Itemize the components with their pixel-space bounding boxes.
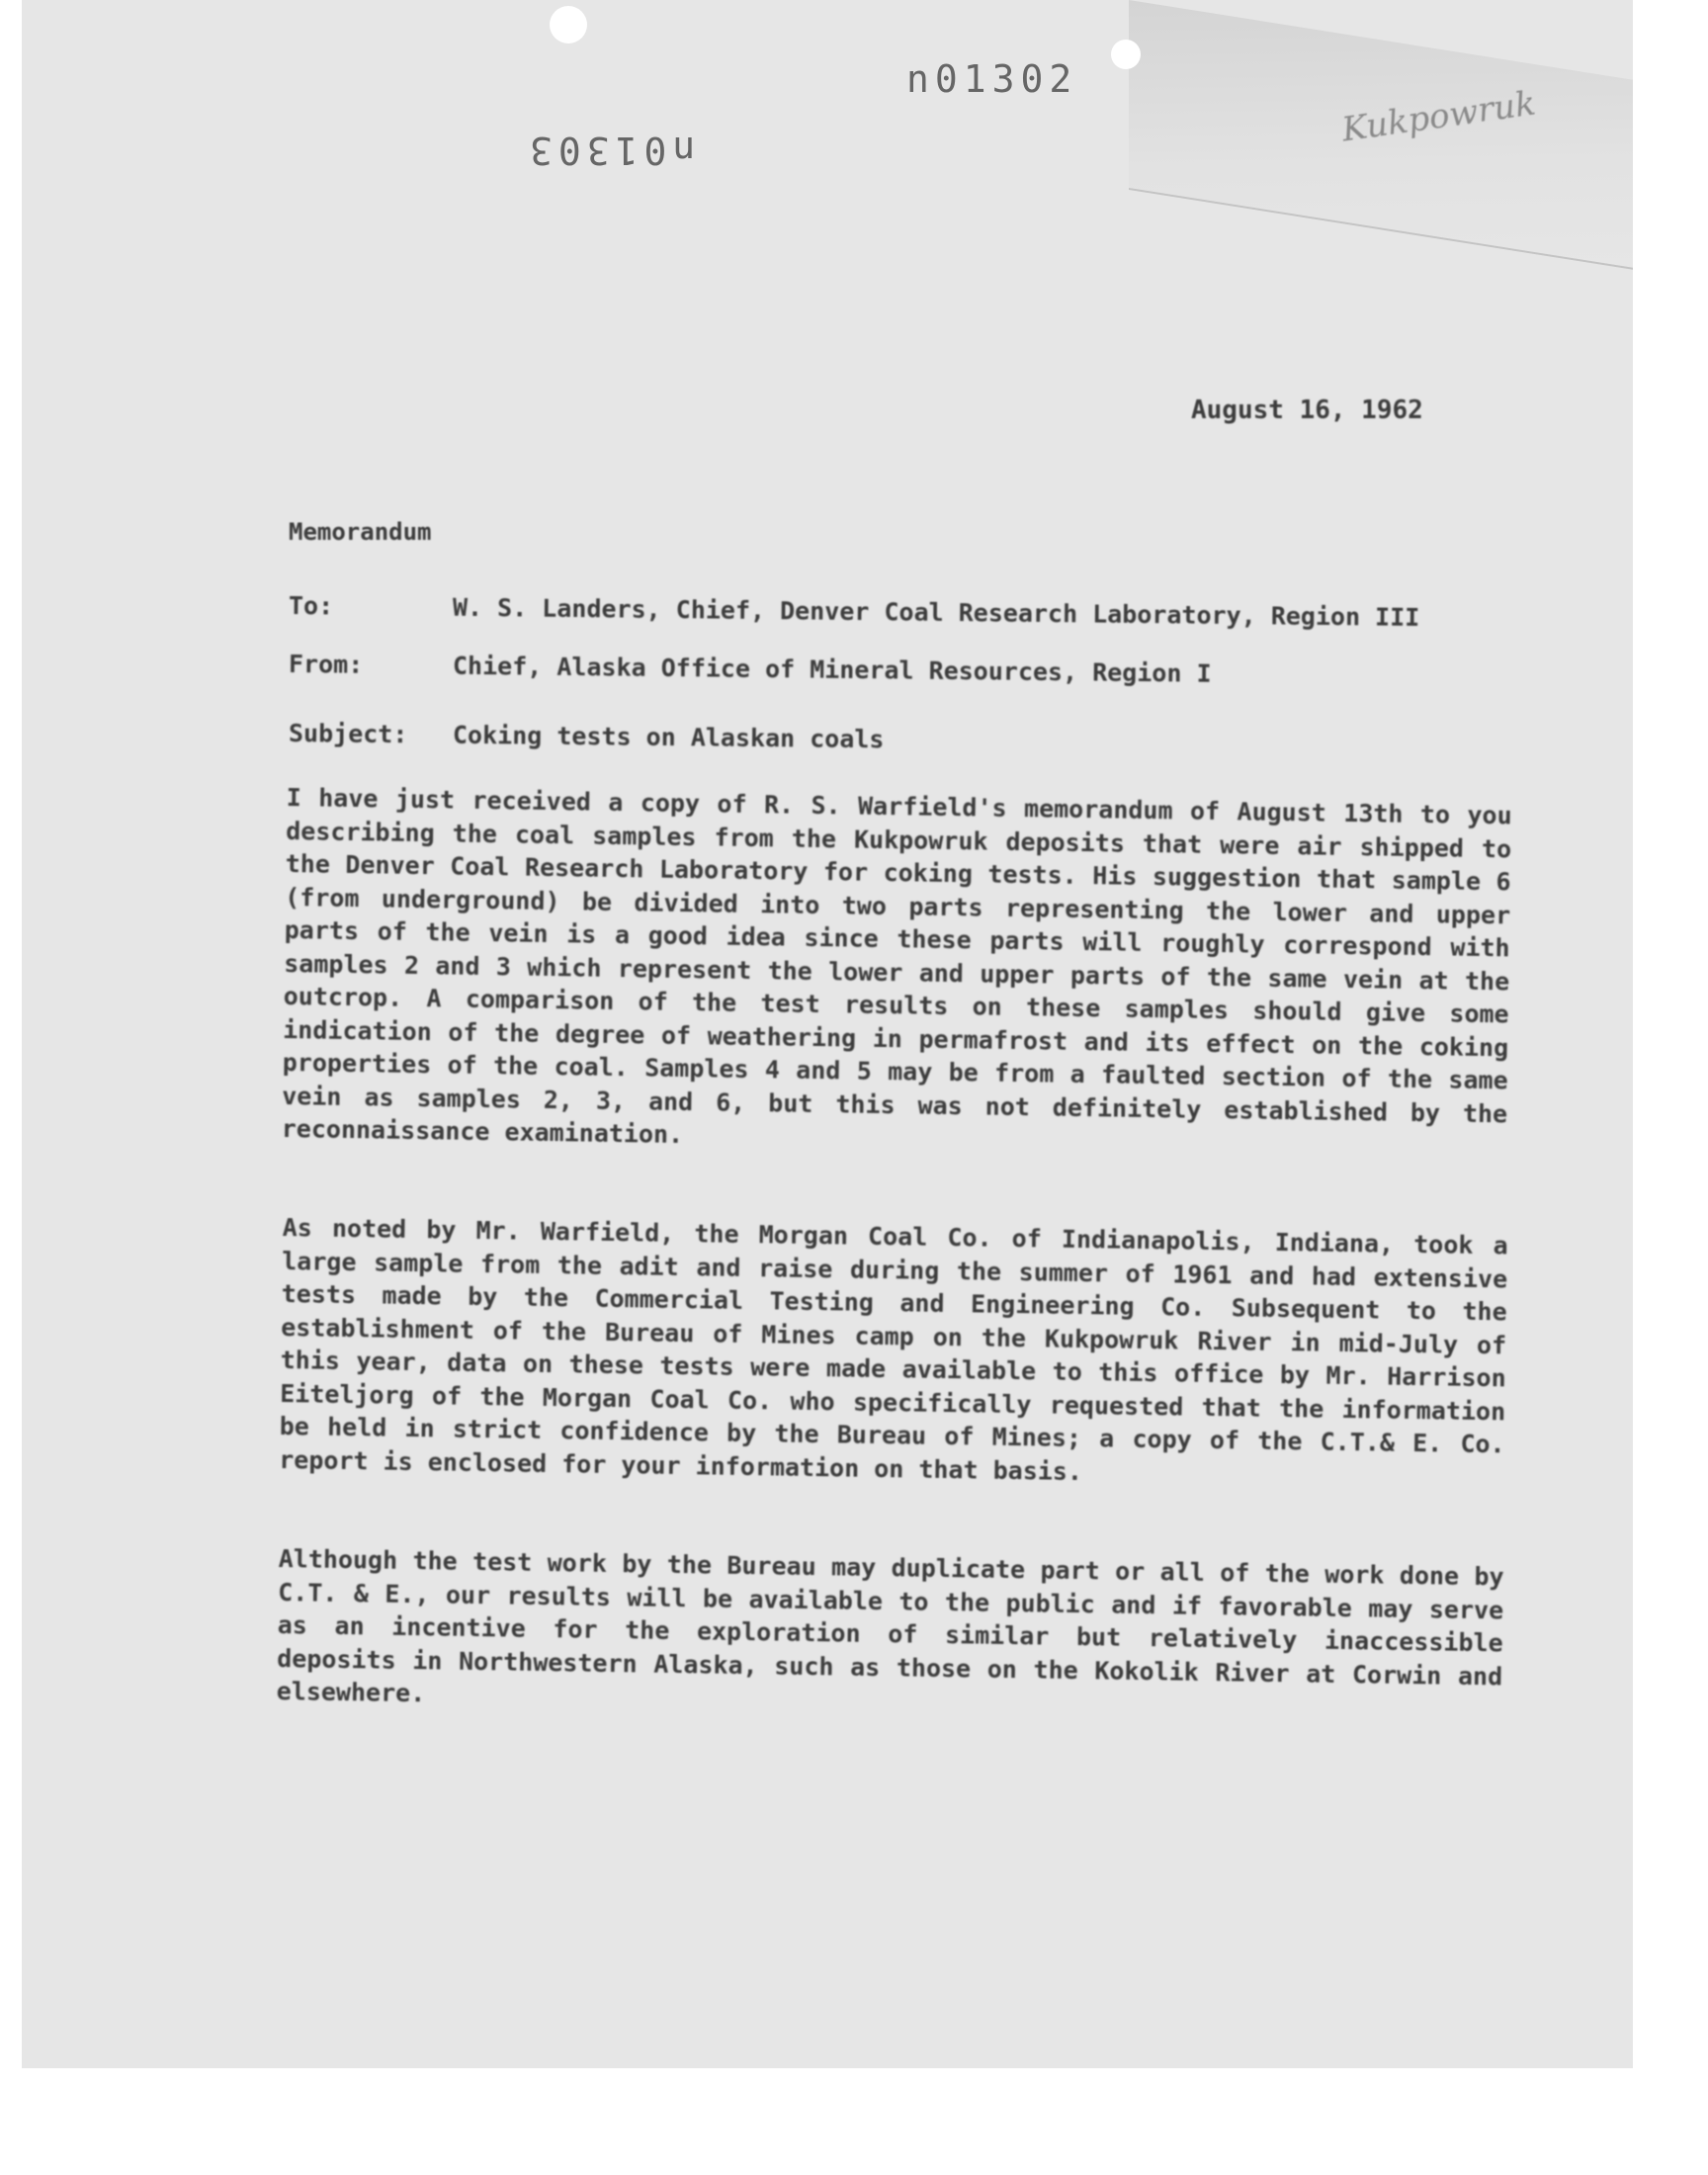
from-label: From: bbox=[288, 650, 364, 679]
to-line bbox=[289, 591, 1420, 632]
memo-date: August 16, 1962 bbox=[1191, 395, 1423, 425]
from-value: Chief, Alaska Office of Mineral Resources, Region I bbox=[452, 651, 1212, 688]
body-paragraph-2: As noted by Mr. Warfield, the Morgan Coal Co. of Indianapolis, Indiana, took a large sample from the adit and raise during the summer of 1961 and had extensive tests made by the Commercial Testing and Engineering Co. Subsequent to the establishment of the Bureau of Mines camp on the Kukpowruk River in mid-July of this year, data on these tests were made available to this office by Mr. Harrison Eiteljorg of the Morgan Coal Co. who specifically requested that the information be held in strict confidence by the Bureau of Mines; a copy of the C.T.& E. Co. report is enclosed for your information on that basis. bbox=[279, 1212, 1508, 1486]
subject-value: Coking tests on Alaskan coals bbox=[452, 720, 885, 754]
handwritten-note: Kukpowruk bbox=[1339, 83, 1539, 150]
body-paragraph-3: Although the test work by the Bureau may duplicate part or all of the work done by C.T. & E., our results will be available to the public and if favorable may serve as an incentive for the exploration of similar but relatively inaccessible deposits in Northwestern Alaska, such as those on the Kokolik River at Corwin and elsewhere. bbox=[276, 1543, 1504, 1708]
to-value: W. S. Landers, Chief, Denver Coal Research Laboratory, Region III bbox=[452, 592, 1420, 632]
punch-hole-right bbox=[1111, 40, 1141, 69]
document-number-stamp: n01302 bbox=[906, 57, 1078, 101]
memo-heading: Memorandum bbox=[289, 518, 432, 546]
body-paragraph-1: I have just received a copy of R. S. Warfield's memorandum of August 13th to you describing the coal samples from the Kukpowruk deposits that were air shipped to the Denver Coal Research Laboratory for coking tests. His suggestion that sample 6 (from underground) be divided into two parts representing the lower and upper parts of the vein is a good idea since these parts will roughly correspond with samples 2 and 3 which represent the lower and upper parts of the same vein at the outcrop. A comparison of the test results on these samples should give some indication of the degree of weathering in permafrost and its effect on the coking properties of the coal. Samples 4 and 5 may be from a faulted section of the same vein as samples 2, 3, and 6, but this was not definitely established by the reconnaissance examination. bbox=[281, 782, 1512, 1149]
mirrored-number-stamp: n01303 bbox=[524, 129, 696, 172]
subject-line bbox=[289, 719, 885, 753]
subject-label: Subject: bbox=[288, 719, 408, 749]
to-label: To: bbox=[288, 591, 334, 621]
document-page bbox=[22, 0, 1633, 2068]
punch-hole-left bbox=[550, 6, 587, 44]
from-line bbox=[289, 650, 1212, 688]
